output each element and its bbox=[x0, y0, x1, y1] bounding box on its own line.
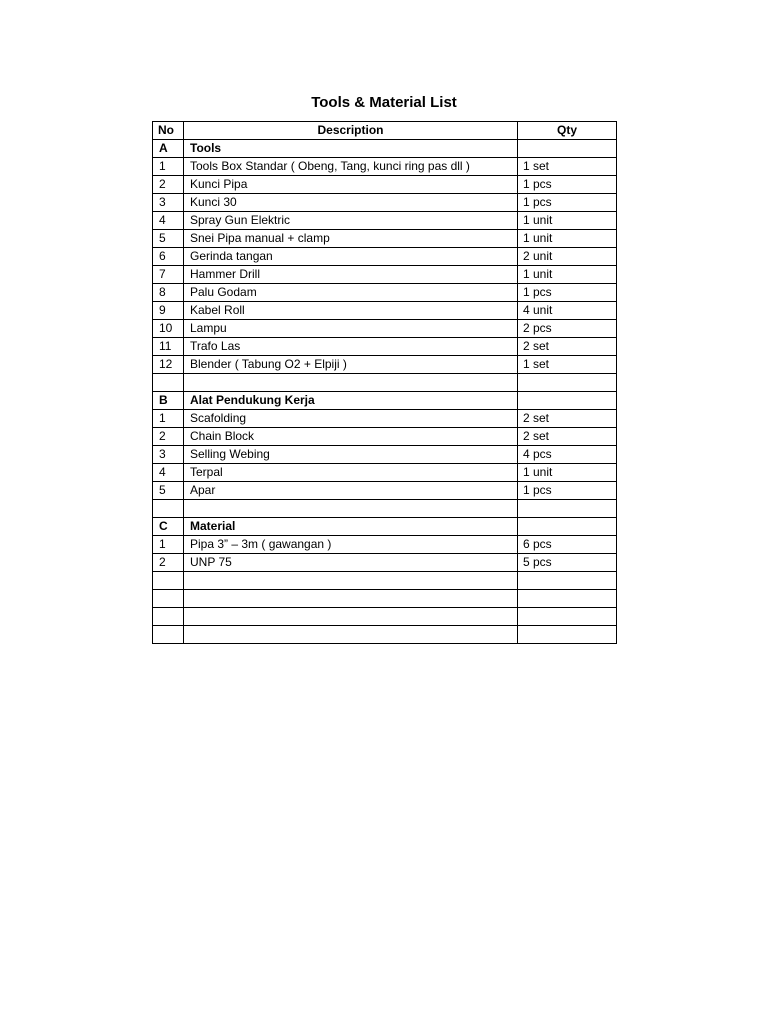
header-row bbox=[153, 122, 617, 140]
table-row bbox=[153, 500, 617, 518]
header-no: No bbox=[153, 122, 184, 140]
cell-description: Material bbox=[184, 518, 518, 536]
cell-qty: 1 unit bbox=[518, 464, 617, 482]
cell-qty: 1 pcs bbox=[518, 284, 617, 302]
table-row bbox=[153, 176, 617, 194]
cell-qty: 1 unit bbox=[518, 212, 617, 230]
cell-description bbox=[184, 572, 518, 590]
cell-description: UNP 75 bbox=[184, 554, 518, 572]
table-row bbox=[153, 554, 617, 572]
cell-qty: 2 unit bbox=[518, 248, 617, 266]
cell-no: 6 bbox=[153, 248, 184, 266]
cell-qty: 1 pcs bbox=[518, 176, 617, 194]
cell-description: Alat Pendukung Kerja bbox=[184, 392, 518, 410]
table-row bbox=[153, 338, 617, 356]
table-row bbox=[153, 212, 617, 230]
cell-qty bbox=[518, 590, 617, 608]
table-row bbox=[153, 302, 617, 320]
table-row bbox=[153, 194, 617, 212]
cell-qty: 1 set bbox=[518, 356, 617, 374]
cell-description bbox=[184, 500, 518, 518]
cell-qty: 2 set bbox=[518, 338, 617, 356]
cell-qty bbox=[518, 572, 617, 590]
cell-no: 12 bbox=[153, 356, 184, 374]
cell-description: Pipa 3” – 3m ( gawangan ) bbox=[184, 536, 518, 554]
cell-no bbox=[153, 608, 184, 626]
cell-qty bbox=[518, 392, 617, 410]
table-row bbox=[153, 248, 617, 266]
cell-description: Chain Block bbox=[184, 428, 518, 446]
cell-description: Hammer Drill bbox=[184, 266, 518, 284]
cell-no: B bbox=[153, 392, 184, 410]
table-row bbox=[153, 158, 617, 176]
cell-no: 4 bbox=[153, 464, 184, 482]
cell-qty: 1 unit bbox=[518, 266, 617, 284]
cell-qty: 1 pcs bbox=[518, 482, 617, 500]
cell-qty: 4 unit bbox=[518, 302, 617, 320]
cell-description: Selling Webing bbox=[184, 446, 518, 464]
table-row bbox=[153, 410, 617, 428]
cell-description bbox=[184, 590, 518, 608]
cell-no: 4 bbox=[153, 212, 184, 230]
cell-description: Blender ( Tabung O2 + Elpiji ) bbox=[184, 356, 518, 374]
table-row bbox=[153, 608, 617, 626]
cell-description: Tools Box Standar ( Obeng, Tang, kunci ring pas dll ) bbox=[184, 158, 518, 176]
cell-no: 5 bbox=[153, 230, 184, 248]
cell-qty bbox=[518, 518, 617, 536]
table-row bbox=[153, 464, 617, 482]
table-body bbox=[153, 140, 617, 644]
cell-description: Kunci 30 bbox=[184, 194, 518, 212]
cell-description: Lampu bbox=[184, 320, 518, 338]
cell-no: 10 bbox=[153, 320, 184, 338]
cell-description: Kabel Roll bbox=[184, 302, 518, 320]
cell-description: Snei Pipa manual + clamp bbox=[184, 230, 518, 248]
cell-qty: 1 unit bbox=[518, 230, 617, 248]
cell-no: C bbox=[153, 518, 184, 536]
cell-no: A bbox=[153, 140, 184, 158]
cell-qty: 2 set bbox=[518, 410, 617, 428]
cell-no: 1 bbox=[153, 536, 184, 554]
cell-no: 2 bbox=[153, 554, 184, 572]
table-row bbox=[153, 482, 617, 500]
table-row bbox=[153, 428, 617, 446]
cell-no bbox=[153, 374, 184, 392]
tools-material-table bbox=[152, 121, 617, 644]
cell-description: Spray Gun Elektric bbox=[184, 212, 518, 230]
cell-no: 8 bbox=[153, 284, 184, 302]
cell-qty bbox=[518, 500, 617, 518]
cell-description: Trafo Las bbox=[184, 338, 518, 356]
table-row bbox=[153, 536, 617, 554]
table-row bbox=[153, 266, 617, 284]
cell-no bbox=[153, 626, 184, 644]
cell-description: Palu Godam bbox=[184, 284, 518, 302]
page-title: Tools & Material List bbox=[311, 94, 457, 111]
section-row bbox=[153, 140, 617, 158]
cell-description bbox=[184, 626, 518, 644]
cell-qty bbox=[518, 374, 617, 392]
table-row bbox=[153, 374, 617, 392]
table-row bbox=[153, 356, 617, 374]
cell-qty: 1 set bbox=[518, 158, 617, 176]
table-row bbox=[153, 572, 617, 590]
cell-description: Terpal bbox=[184, 464, 518, 482]
cell-qty: 2 pcs bbox=[518, 320, 617, 338]
cell-no: 3 bbox=[153, 446, 184, 464]
cell-qty: 4 pcs bbox=[518, 446, 617, 464]
section-row bbox=[153, 518, 617, 536]
section-row bbox=[153, 392, 617, 410]
cell-no bbox=[153, 572, 184, 590]
cell-description: Tools bbox=[184, 140, 518, 158]
header-qty: Qty bbox=[518, 122, 617, 140]
cell-no bbox=[153, 500, 184, 518]
cell-no bbox=[153, 590, 184, 608]
cell-no: 9 bbox=[153, 302, 184, 320]
cell-no: 7 bbox=[153, 266, 184, 284]
cell-description: Scafolding bbox=[184, 410, 518, 428]
table-row bbox=[153, 626, 617, 644]
table-row bbox=[153, 230, 617, 248]
cell-qty bbox=[518, 140, 617, 158]
cell-no: 2 bbox=[153, 176, 184, 194]
cell-no: 11 bbox=[153, 338, 184, 356]
cell-description: Apar bbox=[184, 482, 518, 500]
table-row bbox=[153, 284, 617, 302]
cell-description bbox=[184, 374, 518, 392]
cell-no: 2 bbox=[153, 428, 184, 446]
table-row bbox=[153, 446, 617, 464]
cell-qty: 1 pcs bbox=[518, 194, 617, 212]
cell-no: 3 bbox=[153, 194, 184, 212]
cell-description bbox=[184, 608, 518, 626]
table-header bbox=[153, 122, 617, 140]
cell-description: Kunci Pipa bbox=[184, 176, 518, 194]
cell-description: Gerinda tangan bbox=[184, 248, 518, 266]
cell-qty: 6 pcs bbox=[518, 536, 617, 554]
table-row bbox=[153, 320, 617, 338]
header-description: Description bbox=[184, 122, 518, 140]
cell-qty bbox=[518, 626, 617, 644]
cell-qty: 2 set bbox=[518, 428, 617, 446]
cell-qty: 5 pcs bbox=[518, 554, 617, 572]
cell-qty bbox=[518, 608, 617, 626]
cell-no: 1 bbox=[153, 158, 184, 176]
table-row bbox=[153, 590, 617, 608]
cell-no: 1 bbox=[153, 410, 184, 428]
cell-no: 5 bbox=[153, 482, 184, 500]
